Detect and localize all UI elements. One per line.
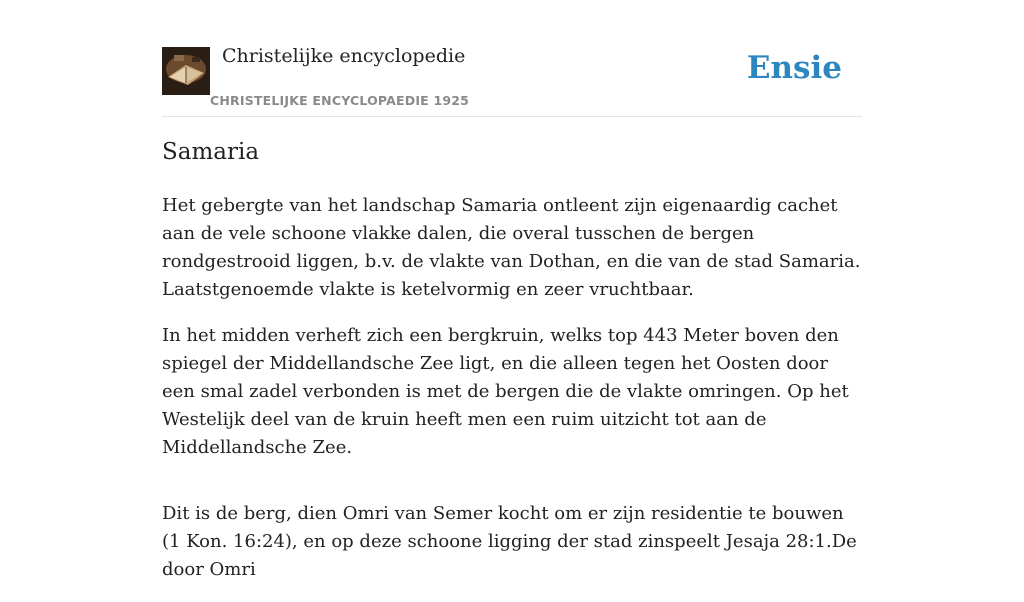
article-paragraph: Dit is de berg, dien Omri van Semer kocht om er zijn residentie te bouwen (1 Kon. 16:24), en op deze schoone ligging der stad zinspeelt Jesaja 28:1.De door Omri [162,503,857,580]
brand-logo[interactable]: Ensie [746,50,842,86]
content-container [162,0,862,580]
site-subtitle: CHRISTELIJKE ENCYCLOPAEDIE 1925 [210,93,470,108]
site-title[interactable]: Christelijke encyclopedie [222,45,466,67]
encyclopedia-avatar[interactable] [162,47,210,95]
article-paragraph: In het midden verheft zich een bergkruin, welks top 443 Meter boven den spiegel der Middellandsche Zee ligt, en die alleen tegen het Oosten door een smal zadel verbonden is met de bergen die de vlakte omringen. Op het Westelijk deel van de kruin heeft men een ruim uitzicht tot aan de Middellandsche Zee. [162,325,849,458]
site-header [162,0,862,117]
article-paragraph: Het gebergte van het landschap Samaria ontleent zijn eigenaardig cachet aan de vele schoone vlakke dalen, die overal tusschen de bergen rondgestrooid liggen, b.v. de vlakte van Dothan, en die van de stad Samaria. Laatstgenoemde vlakte is ketelvormig en zeer vruchtbaar. [162,195,861,300]
book-image-icon [162,47,210,95]
article-title: Samaria [162,139,260,165]
article-body [162,192,862,602]
